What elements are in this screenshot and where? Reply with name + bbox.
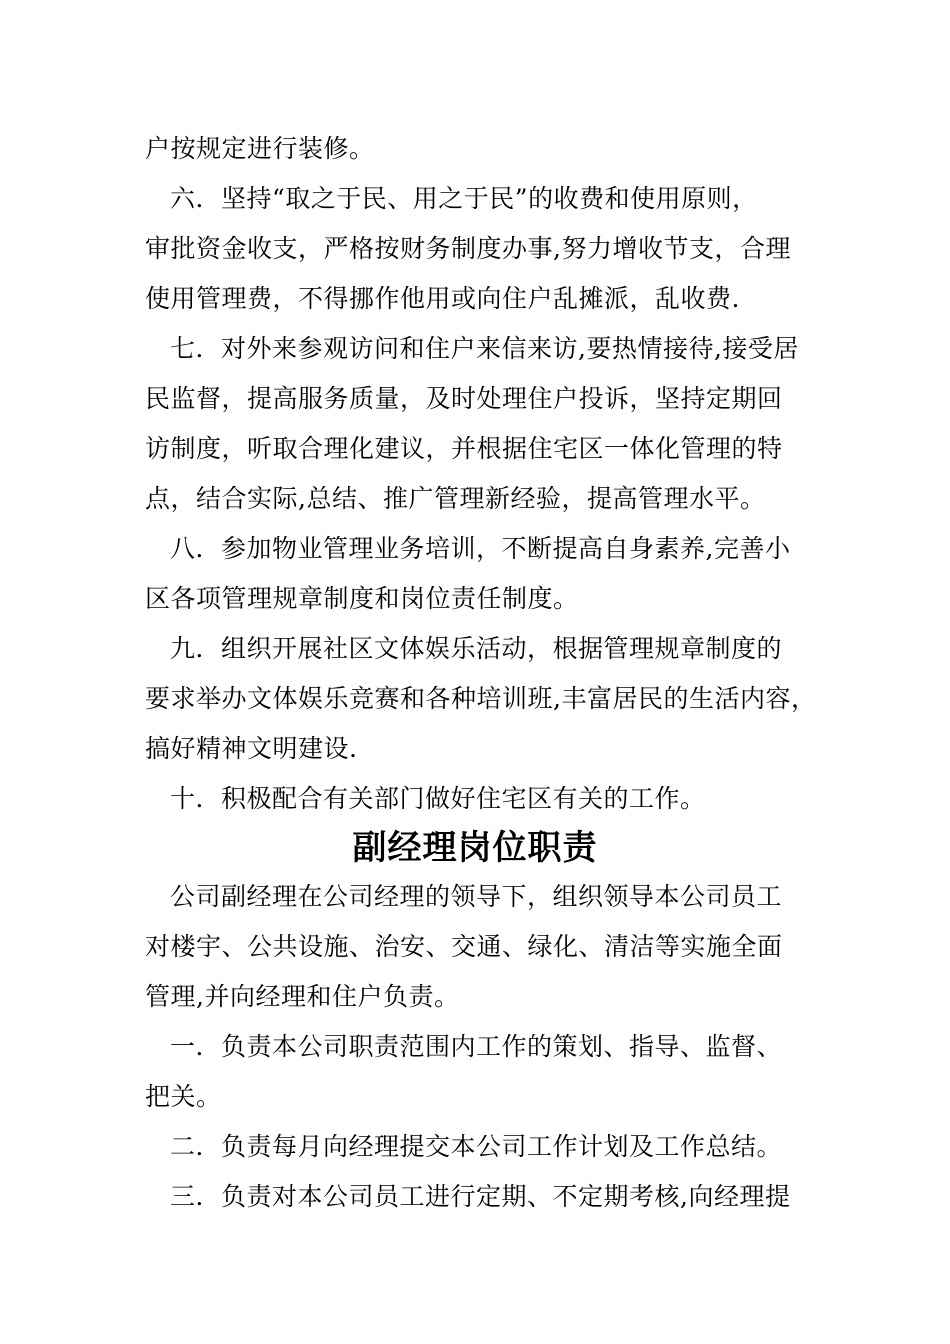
text-line: 访制度，听取合理化建议，并根据住宅区一体化管理的特 xyxy=(145,434,783,463)
text-line: 区各项管理规章制度和岗位责任制度。 xyxy=(145,584,579,613)
text-line: 点，结合实际,总结、推广管理新经验，提高管理水平。 xyxy=(145,484,766,513)
text-line: 管理,并向经理和住户负责。 xyxy=(145,982,460,1011)
item-3-start: 三．负责对本公司员工进行定期、不定期考核,向经理提 xyxy=(170,1182,791,1211)
item-2: 二．负责每月向经理提交本公司工作计划及工作总结。 xyxy=(170,1132,783,1161)
text-line: 搞好精神文明建设. xyxy=(145,734,358,763)
paragraph-8-start: 八．参加物业管理业务培训，不断提高自身素养,完善小 xyxy=(170,534,791,563)
paragraph-7-start: 七．对外来参观访问和住户来信来访,要热情接待,接受居 xyxy=(170,334,799,363)
text-line: 民监督，提高服务质量，及时处理住户投诉，坚持定期回 xyxy=(145,384,783,413)
intro-paragraph-start: 公司副经理在公司经理的领导下，组织领导本公司员工 xyxy=(170,882,783,911)
text-line: 要求举办文体娱乐竞赛和各种培训班,丰富居民的生活内容， xyxy=(145,684,817,713)
paragraph-9-start: 九．组织开展社区文体娱乐活动，根据管理规章制度的 xyxy=(170,634,783,663)
text-line: 审批资金收支，严格按财务制度办事,努力增收节支，合理 xyxy=(145,234,791,263)
text-line: 对楼宇、公共设施、治安、交通、绿化、清洁等实施全面 xyxy=(145,932,783,961)
paragraph-10-start: 十．积极配合有关部门做好住宅区有关的工作。 xyxy=(170,784,706,813)
text-line: 户按规定进行装修。 xyxy=(145,134,375,163)
section-title: 副经理岗位职责 xyxy=(352,828,598,868)
item-1-start: 一．负责本公司职责范围内工作的策划、指导、监督、 xyxy=(170,1032,783,1061)
text-line: 使用管理费，不得挪作他用或向住户乱摊派，乱收费. xyxy=(145,284,740,313)
paragraph-6-start: 六．坚持“取之于民、用之于民”的收费和使用原则， xyxy=(170,184,758,213)
text-line: 把关。 xyxy=(145,1082,222,1111)
